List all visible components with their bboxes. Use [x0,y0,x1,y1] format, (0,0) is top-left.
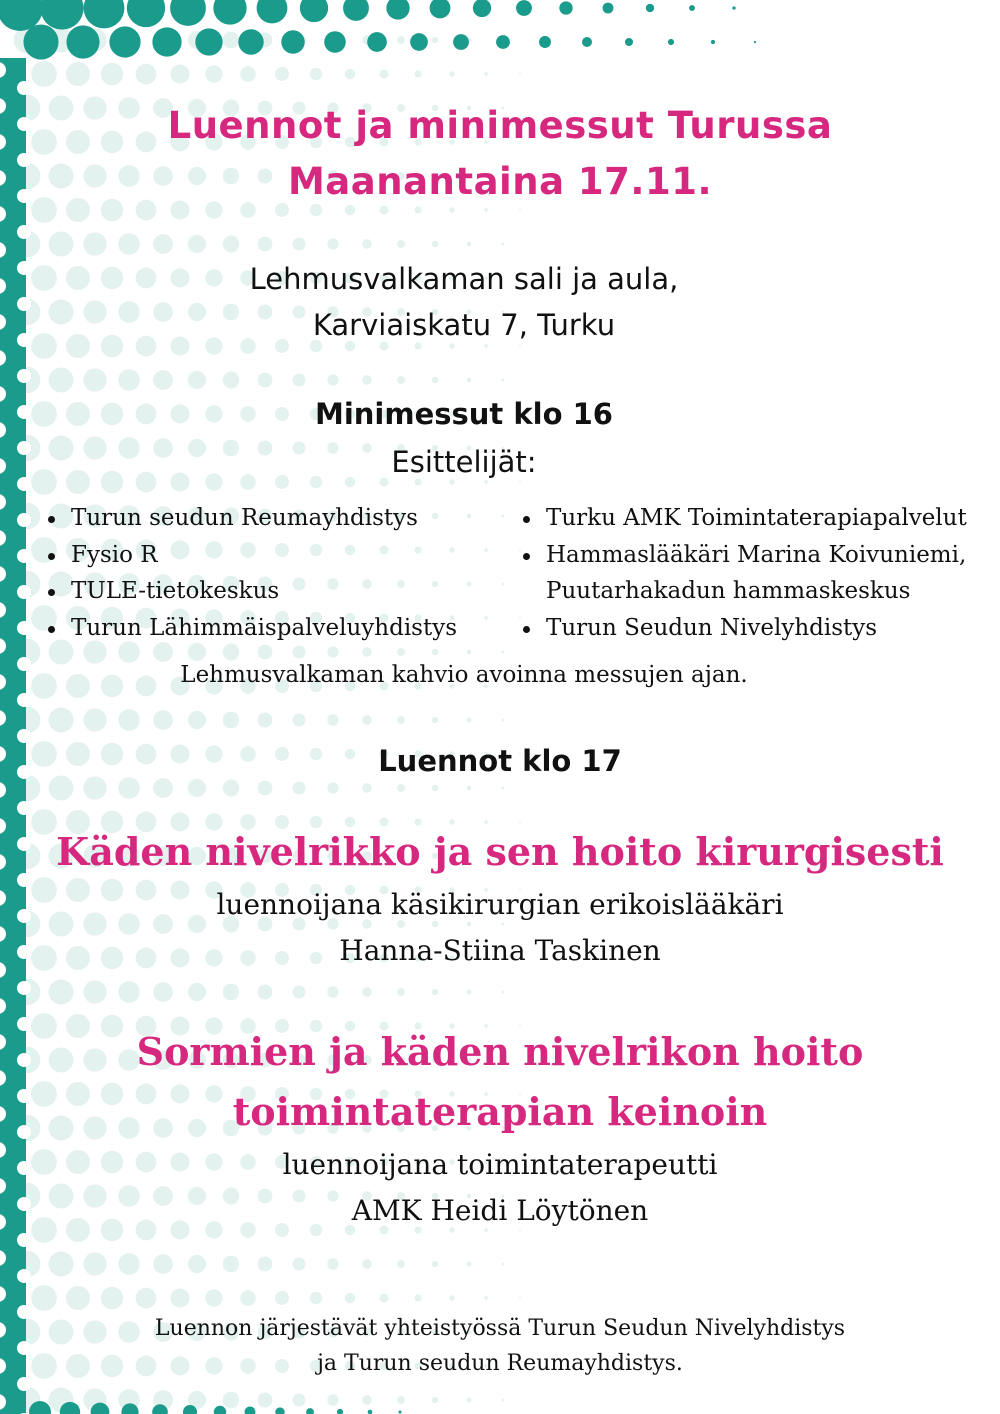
minimessut-heading: Minimessut klo 16 [314,397,613,431]
list-item: TULE-tietokeskus [45,573,495,610]
footer-organizers [0,1311,1000,1381]
exhibitors-list-right [520,500,990,646]
venue-line-1: Lehmusvalkaman sali ja aula, [249,262,679,296]
footer-line-1: Luennon järjestävät yhteistyössä Turun Seudun Nivelyhdistys [154,1316,846,1341]
list-item: Turun seudun Reumayhdistys [45,500,495,537]
list-item: Turku AMK Toimintaterapiapalvelut [520,500,990,537]
page-title [0,98,1000,210]
venue-line-2: Karviaiskatu 7, Turku [312,308,616,342]
list-item: Fysio R [45,537,495,574]
lecture-2-title-line-1: Sormien ja käden nivelrikon hoito [136,1029,864,1074]
lecture-2-title [0,1022,1000,1142]
luennot-heading: Luennot klo 17 [378,744,622,778]
list-item: Turun Lähimmäispalveluyhdistys [45,610,495,647]
exhibitors-subheading: Esittelijät: [391,445,537,479]
cafe-note: Lehmusvalkaman kahvio avoinna messujen ajan. [180,662,748,688]
list-item: Hammaslääkäri Marina Koivuniemi, Puutarhakadun hammaskeskus [520,537,990,610]
list-item: Turun Seudun Nivelyhdistys [520,610,990,647]
lecture-2-lecturer-line-1: luennoijana toimintaterapeutti [282,1148,718,1181]
lecture-2-title-line-2: toimintaterapian keinoin [232,1089,768,1134]
lecture-1-lecturer [0,882,1000,974]
lecture-1-title: Käden nivelrikko ja sen hoito kirurgisesti [56,829,944,874]
lecture-2-lecturer [0,1142,1000,1234]
exhibitors-list-left [45,500,495,646]
lecture-2-lecturer-line-2: AMK Heidi Löytönen [351,1194,649,1227]
title-line-1: Luennot ja minimessut Turussa [167,104,833,147]
lecture-1-lecturer-line-2: Hanna-Stiina Taskinen [339,934,661,967]
venue [0,256,964,348]
title-line-2: Maanantaina 17.11. [287,160,713,203]
footer-line-2: ja Turun seudun Reumayhdistys. [317,1351,683,1376]
lecture-1-lecturer-line-1: luennoijana käsikirurgian erikoislääkäri [216,888,784,921]
